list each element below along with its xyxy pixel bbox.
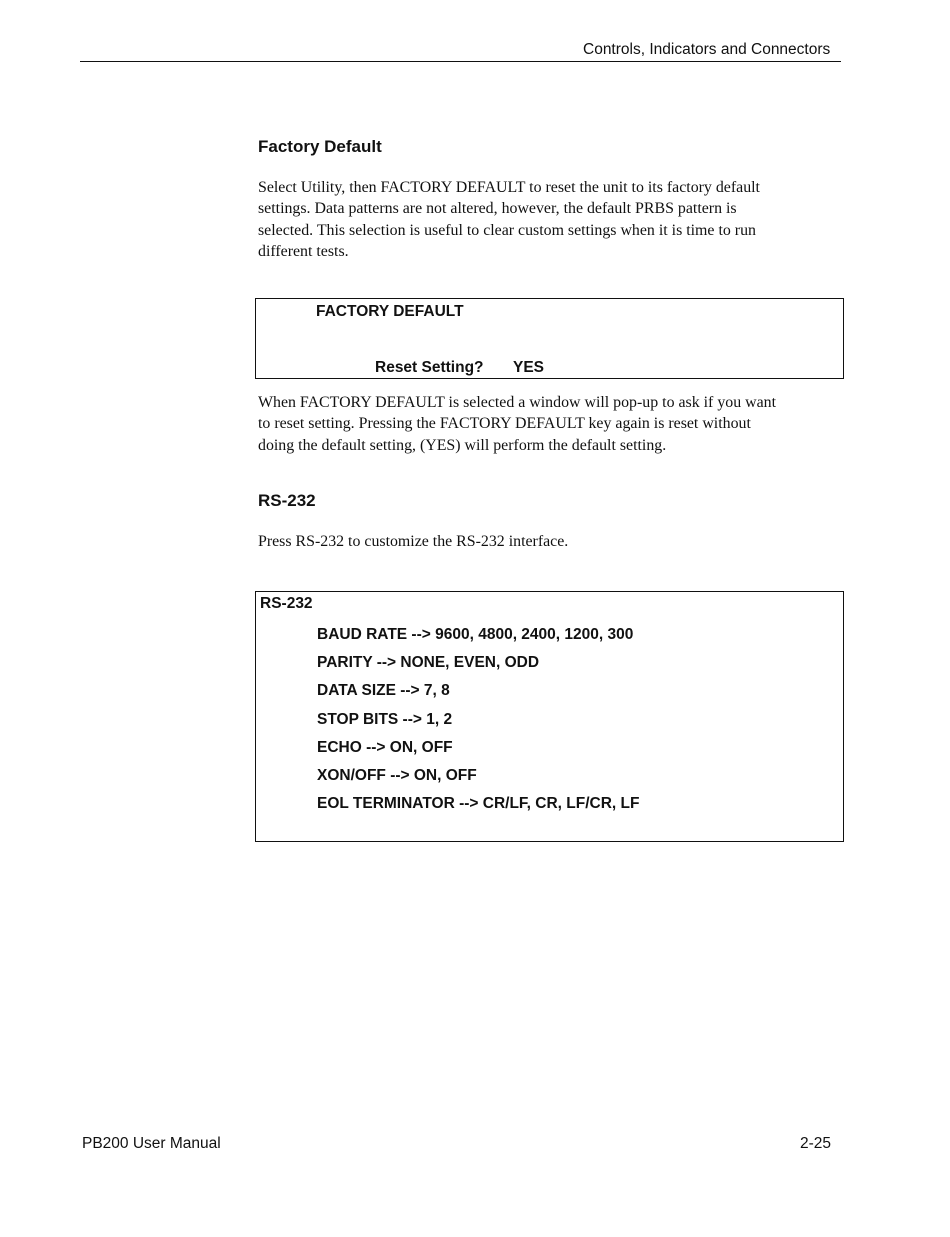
reset-setting-prompt: Reset Setting?: [375, 359, 484, 376]
reset-setting-value: YES: [513, 359, 545, 376]
option-baud-rate: BAUD RATE --> 9600, 4800, 2400, 1200, 300: [317, 626, 634, 643]
header-rule: [80, 61, 841, 62]
rs232-intro: [258, 531, 848, 552]
paragraph-line: Press RS-232 to customize the RS-232 interface.: [258, 533, 569, 550]
option-xon-off: XON/OFF --> ON, OFF: [317, 767, 477, 785]
running-header: Controls, Indicators and Connectors: [583, 41, 831, 58]
factory-default-screen-title: FACTORY DEFAULT: [316, 303, 464, 320]
paragraph-line: selected. This selection is useful to clear custom settings when it is time to run: [258, 221, 756, 239]
option-eol-terminator: EOL TERMINATOR --> CR/LF, CR, LF/CR, LF: [317, 795, 640, 813]
footer-manual-title: PB200 User Manual: [82, 1135, 221, 1152]
factory-default-intro: [258, 177, 848, 262]
option-data-size: DATA SIZE --> 7, 8: [317, 682, 450, 700]
paragraph-line: to reset setting. Pressing the FACTORY DEFAULT key again is reset without: [258, 415, 751, 433]
page-number: 2-25: [800, 1135, 832, 1152]
rs232-heading: RS-232: [258, 491, 316, 510]
factory-default-heading: Factory Default: [258, 137, 382, 156]
factory-default-screen: [255, 298, 844, 379]
paragraph-line: different tests.: [258, 242, 349, 260]
factory-default-explanation: [258, 392, 848, 456]
option-parity: PARITY --> NONE, EVEN, ODD: [317, 654, 540, 672]
option-stop-bits: STOP BITS --> 1, 2: [317, 710, 453, 728]
rs232-screen: [255, 591, 844, 842]
rs232-option-list: [317, 621, 639, 818]
paragraph-line: When FACTORY DEFAULT is selected a window will pop-up to ask if you want: [258, 394, 777, 411]
paragraph-line: settings. Data patterns are not altered, however, the default PRBS pattern is: [258, 200, 737, 218]
rs232-screen-title: RS-232: [260, 595, 313, 612]
paragraph-line: Select Utility, then FACTORY DEFAULT to reset the unit to its factory default: [258, 179, 760, 196]
paragraph-line: doing the default setting, (YES) will perform the default setting.: [258, 436, 667, 454]
option-echo: ECHO --> ON, OFF: [317, 738, 453, 756]
